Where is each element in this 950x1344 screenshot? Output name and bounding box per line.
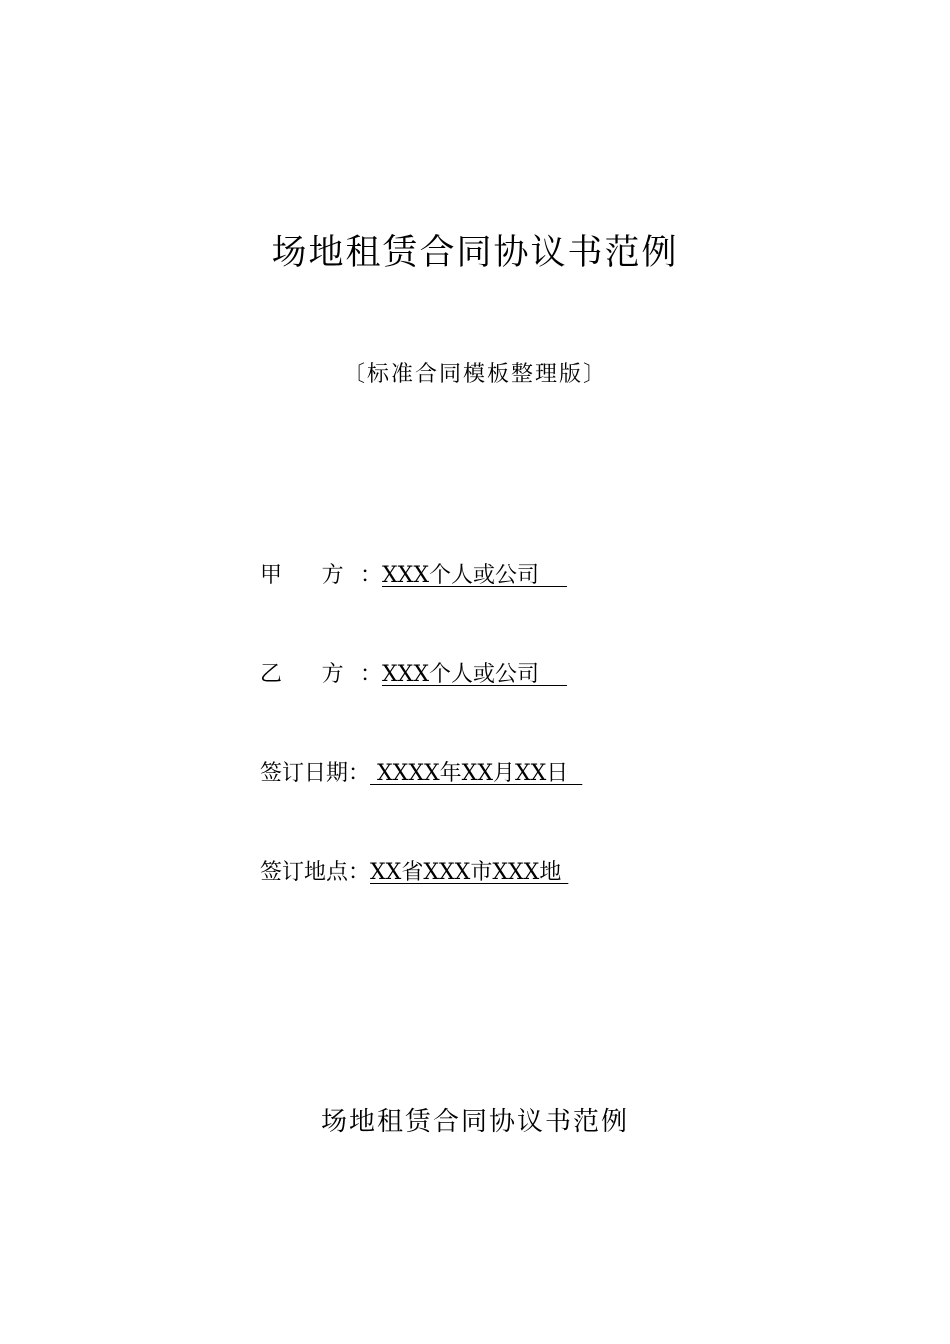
party-a-field [260, 559, 567, 593]
cover-title: 场地租赁合同协议书范例 [271, 233, 679, 273]
signing-place-label: 签订地点： [260, 860, 371, 885]
party-a-label-left: 甲 [260, 563, 299, 588]
signing-place-field [260, 856, 568, 890]
party-b-label [260, 658, 382, 692]
party-a-label-right: 方： [321, 563, 382, 588]
body-title: 场地租赁合同协议书范例 [320, 1107, 629, 1137]
signing-place-value: XX省XXX市XXX地 [370, 860, 569, 885]
party-b-label-right: 方： [321, 662, 382, 687]
signing-date-value: XXXX年XX月XX日 [370, 761, 583, 786]
signing-date-field [260, 757, 582, 791]
party-b-value: XXX个人或公司 [382, 662, 567, 687]
party-a-value: XXX个人或公司 [382, 563, 567, 588]
cover-subtitle: 〔标准合同模板整理版〕 [342, 362, 607, 387]
party-a-label [260, 559, 382, 593]
party-b-field [260, 658, 567, 692]
signing-date-label: 签订日期： [260, 761, 371, 786]
party-b-label-left: 乙 [260, 662, 299, 687]
